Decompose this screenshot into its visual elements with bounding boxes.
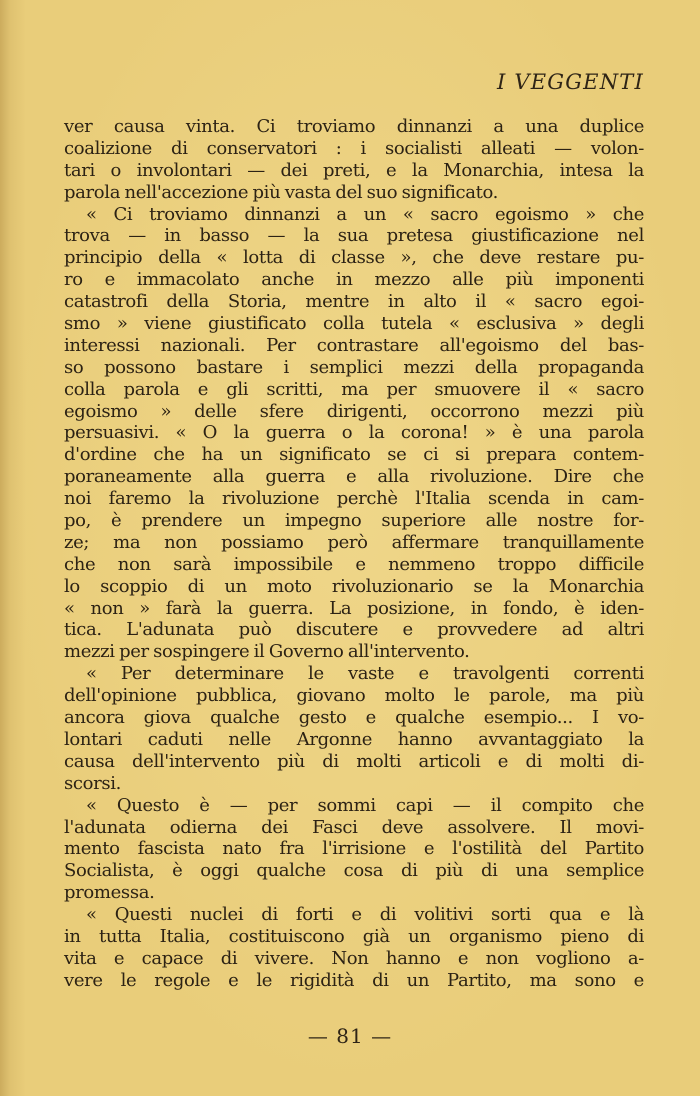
text-line: d'ordine che ha un significato se ci si prepara contem- [64,444,644,466]
text-line: ver causa vinta. Ci troviamo dinnanzi a una duplice [64,116,644,137]
paragraph [64,795,644,904]
page-number: — 81 — [307,1024,393,1048]
text-line: promessa. [64,882,155,904]
text-line: catastrofi della Storia, mentre in alto il « sacro egoi- [64,291,644,313]
text-line: causa dell'intervento più di molti articoli e di molti di- [64,750,644,772]
text-line: tica. L'adunata può discutere e provvedere ad altri [64,619,644,641]
text-line: « Questo è — per sommi capi — il compito che [86,794,644,816]
text-line: trova — in basso — la sua pretesa giustificazione nel [64,225,644,247]
text-line: dell'opinione pubblica, giovano molto le parole, ma più [64,685,644,707]
text-line: « Ci troviamo dinnanzi a un « sacro egoismo » che [86,203,644,225]
paragraph [64,204,644,664]
text-line: mento fascista nato fra l'irrisione e l'ostilità del Partito [64,838,644,860]
paragraph [64,663,644,794]
text-line: lontari caduti nelle Argonne hanno avvantaggiato la [64,728,644,750]
text-line: che non sarà impossibile e nemmeno troppo difficile [64,553,644,575]
text-line: in tutta Italia, costituiscono già un organismo pieno di [64,925,644,947]
text-line: tari o involontari — dei preti, e la Monarchia, intesa la [64,159,644,181]
text-line: mezzi per sospingere il Governo all'intervento. [64,641,470,663]
text-line: po, è prendere un impegno superiore alle nostre for- [64,510,644,532]
text-line: vita e capace di vivere. Non hanno e non vogliono a- [64,947,644,969]
text-line: poraneamente alla guerra e alla rivoluzione. Dire che [64,466,644,488]
text-line: interessi nazionali. Per contrastare all'egoismo del bas- [64,334,644,356]
text-line: parola nell'accezione più vasta del suo significato. [64,181,499,203]
text-line: so possono bastare i semplici mezzi della propaganda [64,356,644,378]
text-line: noi faremo la rivoluzione perchè l'Italia scenda in cam- [64,488,644,510]
text-line: « non » farà la guerra. La posizione, in fondo, è iden- [64,597,644,619]
paragraph [64,904,644,992]
paragraph [64,116,644,204]
text-line: ancora giova qualche gesto e qualche esempio... I vo- [64,707,644,729]
text-line: coalizione di conservatori : i socialisti alleati — volon- [64,137,644,159]
running-head: I VEGGENTI [496,70,644,94]
text-line: lo scoppio di un moto rivoluzionario se la Monarchia [64,575,644,597]
text-line: ze; ma non possiamo però affermare tranquillamente [64,531,644,553]
text-line: « Per determinare le vaste e travolgenti correnti [86,663,644,685]
text-line: l'adunata odierna dei Fasci deve assolvere. Il movi- [64,816,644,838]
text-line: Socialista, è oggi qualche cosa di più di una semplice [64,860,644,882]
text-line: scorsi. [64,772,122,794]
text-line: principio della « lotta di classe », che deve restare pu- [64,247,644,269]
text-line: ro e immacolato anche in mezzo alle più imponenti [64,269,644,291]
text-line: « Questi nuclei di forti e di volitivi sorti qua e là [86,904,644,926]
text-line: vere le regole e le rigidità di un Partito, ma sono e [64,969,644,991]
text-line: persuasivi. « O la guerra o la corona! » è una parola [64,422,644,444]
body-text [64,116,644,992]
text-line: egoismo » delle sfere dirigenti, occorrono mezzi più [64,400,644,422]
text-line: colla parola e gli scritti, ma per smuovere il « sacro [64,378,644,400]
text-line: smo » viene giustificato colla tutela « esclusiva » degli [64,313,644,335]
